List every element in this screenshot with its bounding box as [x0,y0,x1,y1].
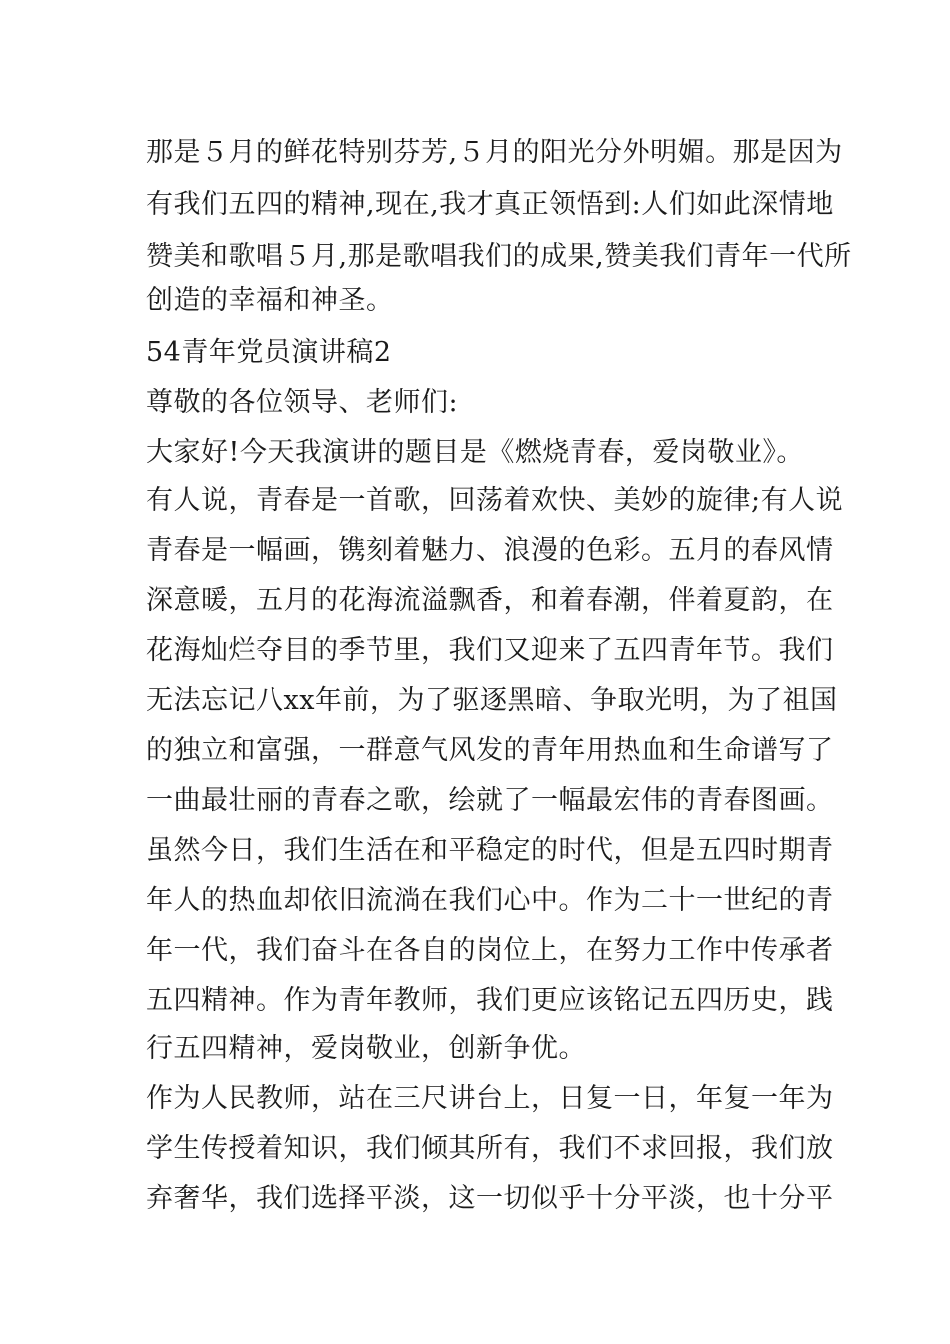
text-line: 五四精神。作为青年教师，我们更应该铭记五四历史，践 [146,985,834,1016]
text-line: 年人的热血却依旧流淌在我们心中。作为二十一世纪的青 [146,885,834,916]
text-line: 行五四精神，爱岗敬业，创新争优。 [146,1033,586,1064]
salutation: 尊敬的各位领导、老师们: [146,387,459,418]
text-line: 赞美和歌唱５月,那是歌唱我们的成果,赞美我们青年一代所 [146,241,852,272]
text-line: 有我们五四的精神,现在,我才真正领悟到:人们如此深情地 [146,189,834,220]
text-line: 学生传授着知识，我们倾其所有，我们不求回报，我们放 [146,1133,834,1164]
text-line: 弃奢华，我们选择平淡，这一切似乎十分平淡，也十分平 [146,1183,834,1214]
text-line: 作为人民教师，站在三尺讲台上，日复一日，年复一年为 [146,1083,834,1114]
text-line: 有人说，青春是一首歌，回荡着欢快、美妙的旋律;有人说 [146,485,844,516]
text-line: 花海灿烂夺目的季节里，我们又迎来了五四青年节。我们 [146,635,834,666]
section-heading: 54青年党员演讲稿2 [146,337,392,368]
text-line: 无法忘记八xx年前，为了驱逐黑暗、争取光明，为了祖国 [146,685,838,716]
text-line: 的独立和富强，一群意气风发的青年用热血和生命谱写了 [146,735,834,766]
text-line: 大家好!今天我演讲的题目是《燃烧青春，爱岗敬业》。 [146,437,804,468]
text-line: 创造的幸福和神圣。 [146,285,394,316]
text-line: 深意暖，五月的花海流溢飘香，和着春潮，伴着夏韵，在 [146,585,834,616]
text-line: 一曲最壮丽的青春之歌，绘就了一幅最宏伟的青春图画。 [146,785,834,816]
text-line: 青春是一幅画，镌刻着魅力、浪漫的色彩。五月的春风情 [146,535,834,566]
text-line: 虽然今日，我们生活在和平稳定的时代，但是五四时期青 [146,835,834,866]
text-line: 那是５月的鲜花特别芬芳,５月的阳光分外明媚。那是因为 [146,137,843,168]
text-line: 年一代，我们奋斗在各自的岗位上，在努力工作中传承者 [146,935,834,966]
